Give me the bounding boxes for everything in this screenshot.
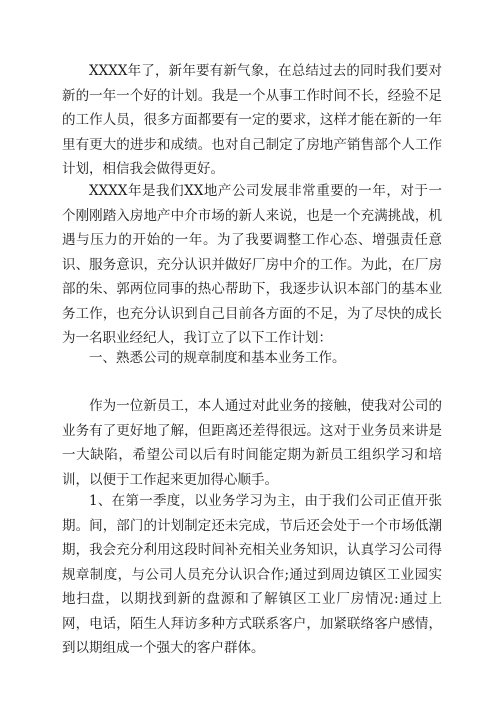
paragraph-new-employee: [62, 394, 442, 492]
paragraph-first-quarter: [62, 489, 442, 661]
paragraph-text: XXXX年是我们XX地产公司发展非常重要的一年，对于一个刚刚踏入房地产中介市场的新人来说，也是一个充满挑战，机遇与压力的开始的一年。为了我要调整工作心态、增强责任意识、服务意识，充分认识并做好厂房中介的工作。为此，在厂房部的朱、郭两位同事的热心帮助下，我逐步认识本部门的基本业务工作，也充分认识到自己目前各方面的不足，为了尽快的成长为一名职业经纪人，我订立了以下工作计划：: [62, 183, 442, 346]
paragraph-company-year: [62, 179, 442, 351]
section-heading-text: 一、熟悉公司的规章制度和基本业务工作。: [89, 350, 346, 366]
paragraph-intro: [62, 59, 442, 182]
section-heading: [62, 346, 442, 371]
paragraph-text: 1、在第一季度，以业务学习为主，由于我们公司正值开张期。间，部门的计划制定还未完成，节后还会处于一个市场低潮期，我会充分利用这段时间补充相关业务知识，认真学习公司得规章制度，与公司人员充分认识合作;通过到周边镇区工业园实地扫盘，以期找到新的盘源和了解镇区工业厂房情况:通过上网，电话，陌生人拜访多种方式联系客户，加紧联络客户感情，到以期组成一个强大的客户群体。: [62, 493, 442, 656]
paragraph-text: 作为一位新员工，本人通过对此业务的接触，使我对公司的业务有了更好地了解，但距离还差得很远。这对于业务员来讲是一大缺陷，希望公司以后有时间能定期为新员工组织学习和培训，以便于工作起来更加得心顺手。: [62, 398, 442, 488]
paragraph-text: XXXX年了，新年要有新气象，在总结过去的同时我们要对新的一年一个好的计划。我是一个从事工作时间不长，经验不足的工作人员，很多方面都要有一定的要求，这样才能在新的一年里有更大的进步和成绩。也对自己制定了房地产销售部个人工作计划，相信我会做得更好。: [62, 63, 442, 177]
